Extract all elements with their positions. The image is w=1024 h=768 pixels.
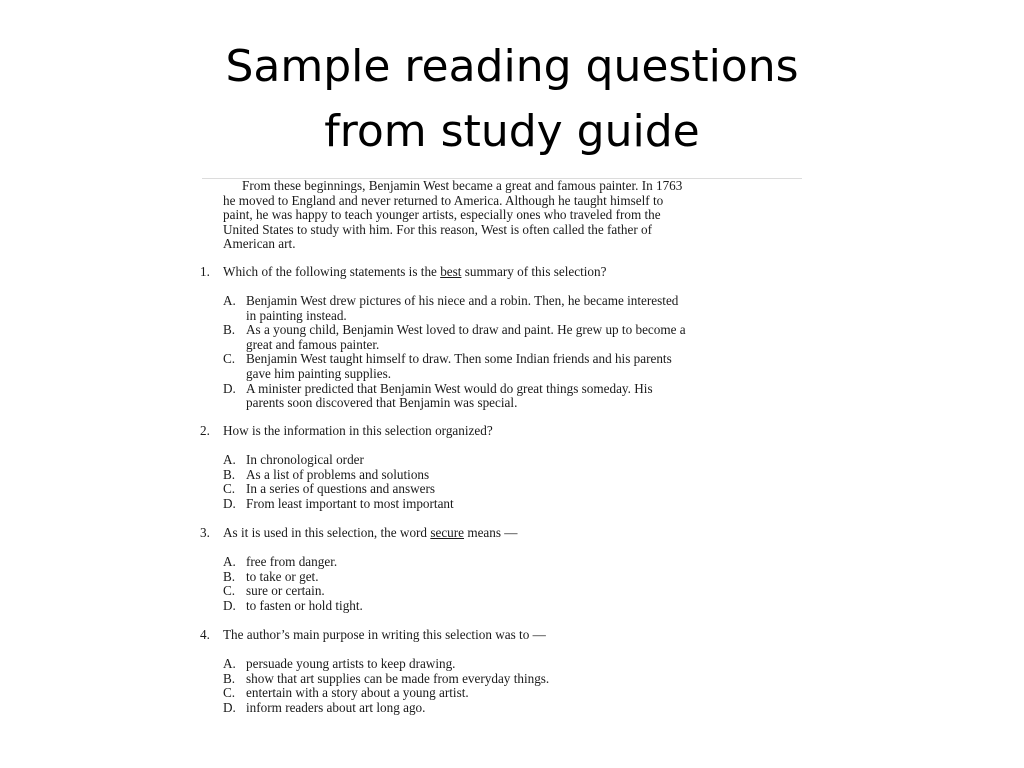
question-number: 2. [200, 423, 210, 438]
question-stem [200, 526, 800, 541]
question-text: How is the information in this selection organized? [223, 423, 493, 438]
question-stem [200, 265, 800, 280]
passage-line: paint, he was happy to teach younger artists, especially ones who traveled from the [223, 207, 661, 223]
answer-options [200, 555, 800, 613]
emphasized-word: best [440, 264, 462, 279]
option-text: sure or certain. [246, 583, 325, 599]
option-letter: D. [223, 380, 236, 396]
answer-option-d [200, 382, 800, 411]
option-letter: C. [223, 583, 236, 599]
reading-passage [223, 179, 783, 252]
question-text: As it is used in this selection, the word secure means — [223, 525, 518, 540]
option-text: As a young child, Benjamin West loved to draw and paint. He grew up to become a great and famous painter. [246, 322, 686, 352]
option-letter: D. [223, 699, 236, 715]
question-4 [200, 628, 800, 715]
question-number: 3. [200, 525, 210, 540]
option-letter: D. [223, 597, 236, 613]
question-stem [200, 424, 800, 439]
slide-title-line-2: from study guide [324, 106, 700, 157]
option-text: persuade young artists to keep drawing. [246, 656, 456, 671]
option-text: to fasten or hold tight. [246, 597, 363, 613]
answer-option-d [200, 599, 800, 614]
question-text: The author’s main purpose in writing this selection was to — [223, 627, 546, 642]
option-letter: B. [223, 466, 236, 482]
answer-option-b [200, 323, 800, 352]
option-text: Benjamin West drew pictures of his niece and a robin. Then, he became interested in painting instead. [246, 293, 679, 323]
answer-option-b [200, 672, 800, 687]
slide-title-line-1: Sample reading questions [225, 41, 799, 92]
option-text: In chronological order [246, 452, 364, 467]
option-letter: D. [223, 495, 236, 511]
option-letter: B. [223, 670, 236, 686]
passage-line: United States to study with him. For this reason, West is often called the father of [223, 221, 653, 237]
question-2 [200, 424, 800, 511]
answer-option-d [200, 497, 800, 512]
option-text: A minister predicted that Benjamin West would do great things someday. His parents soon discovered that Benjamin was special. [246, 380, 653, 411]
option-letter: C. [223, 685, 236, 701]
option-text: From least important to most important [246, 495, 454, 511]
question-number: 1. [200, 264, 210, 279]
answer-option-b [200, 468, 800, 483]
answer-option-a [200, 294, 800, 323]
option-text: In a series of questions and answers [246, 481, 435, 497]
question-1 [200, 265, 800, 411]
option-text: entertain with a story about a young artist. [246, 685, 469, 701]
answer-option-c [200, 482, 800, 497]
answer-options [200, 453, 800, 511]
question-number: 4. [200, 627, 210, 642]
option-text: Benjamin West taught himself to draw. Then some Indian friends and his parents gave him painting supplies. [246, 351, 672, 381]
option-letter: A. [223, 452, 236, 467]
option-letter: A. [223, 656, 236, 671]
question-3 [200, 526, 800, 613]
answer-options [200, 657, 800, 715]
scanned-study-guide-page [200, 176, 804, 721]
option-letter: B. [223, 568, 236, 584]
option-text: As a list of problems and solutions [246, 466, 430, 482]
answer-option-c [200, 352, 800, 381]
answer-option-a [200, 453, 800, 468]
option-text: show that art supplies can be made from everyday things. [246, 670, 550, 686]
passage-line: From these beginnings, Benjamin West became a great and famous painter. In 1763 [242, 178, 683, 193]
answer-options [200, 294, 800, 411]
passage-line: he moved to England and never returned to America. Although he taught himself to [223, 192, 664, 208]
answer-option-c [200, 584, 800, 599]
question-stem [200, 628, 800, 643]
question-text: Which of the following statements is the best summary of this selection? [223, 264, 607, 279]
answer-option-a [200, 555, 800, 570]
option-letter: B. [223, 322, 236, 338]
answer-option-c [200, 686, 800, 701]
option-text: inform readers about art long ago. [246, 699, 426, 715]
emphasized-word: secure [430, 525, 465, 540]
slide-title [0, 34, 1024, 164]
answer-option-a [200, 657, 800, 672]
option-letter: A. [223, 554, 236, 569]
option-text: to take or get. [246, 568, 319, 584]
answer-option-d [200, 701, 800, 716]
passage-line: American art. [223, 236, 296, 252]
option-letter: C. [223, 481, 236, 497]
option-text: free from danger. [246, 554, 338, 569]
option-letter: A. [223, 293, 236, 308]
answer-option-b [200, 570, 800, 585]
option-letter: C. [223, 351, 236, 367]
